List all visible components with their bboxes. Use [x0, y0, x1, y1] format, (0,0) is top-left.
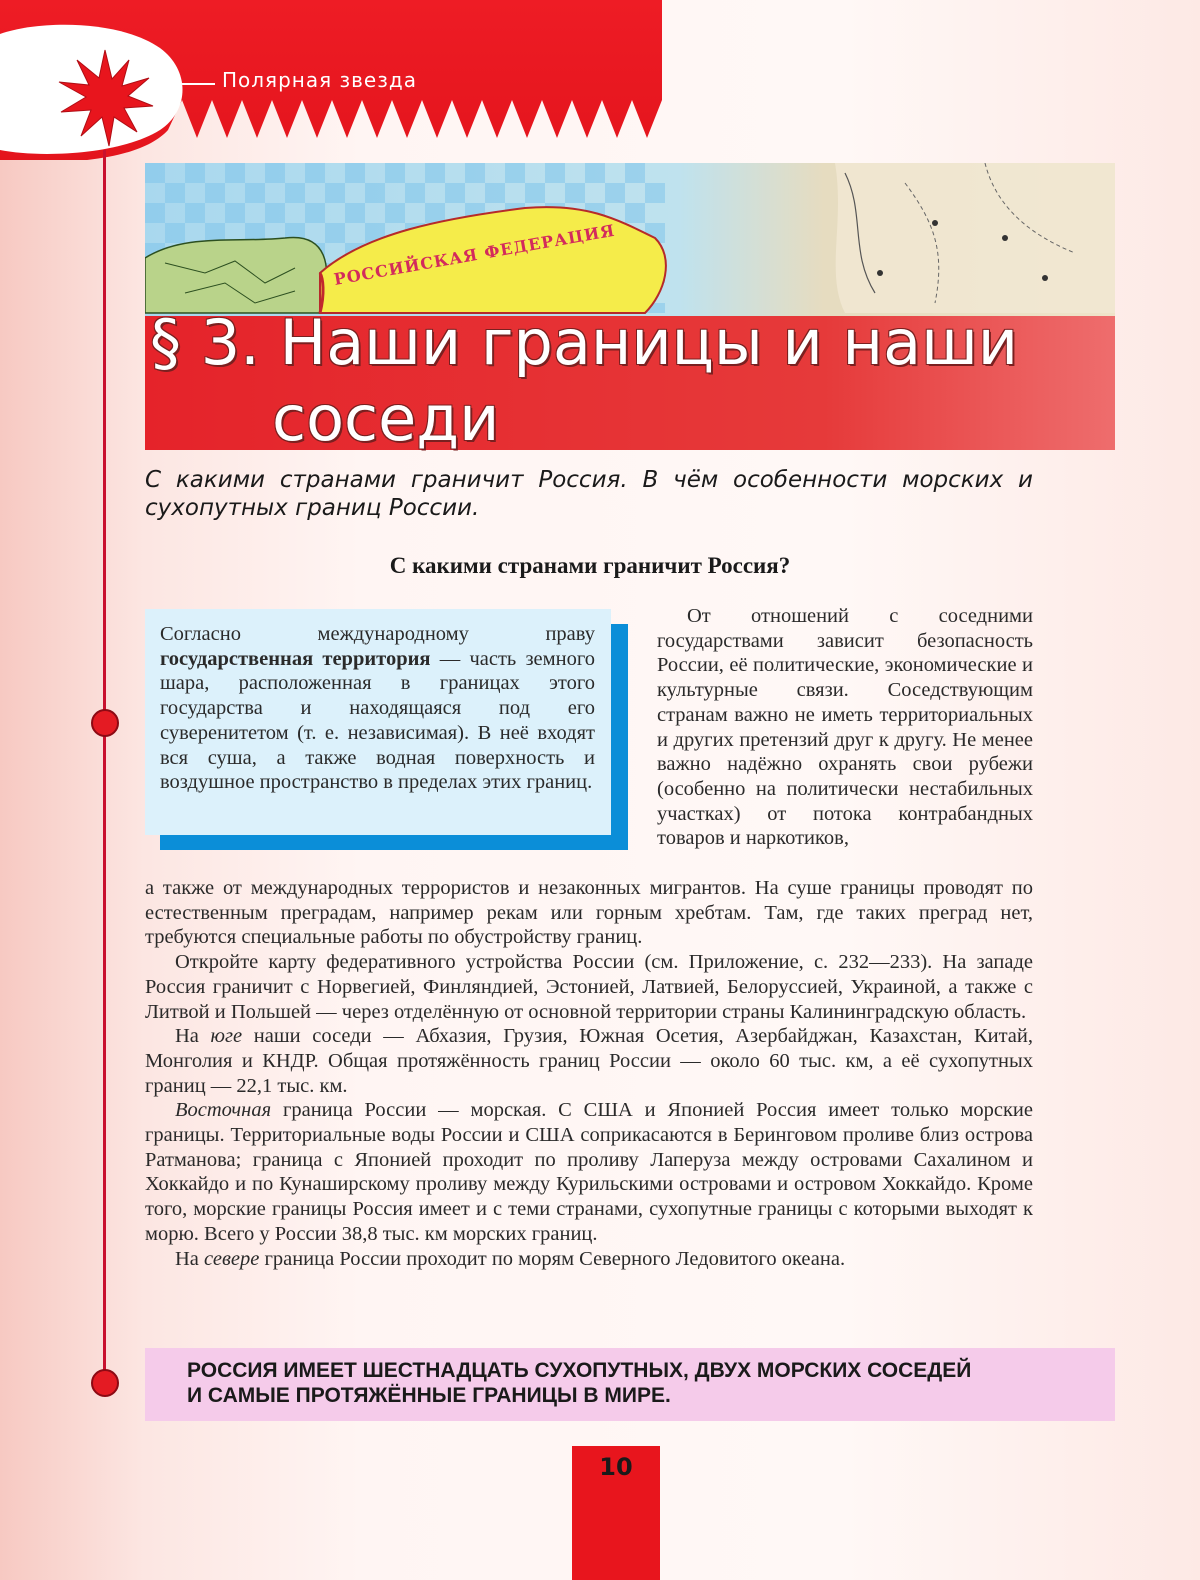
- body-paragraph: [145, 1098, 1033, 1246]
- emphasis-south: юге: [210, 1025, 243, 1048]
- timeline-marker: [91, 709, 119, 737]
- section-heading: С какими странами граничит Россия?: [389, 553, 791, 578]
- timeline-marker: [91, 1369, 119, 1397]
- text-run: граница России — морская. С США и Японией Россия имеет только морские границы. Территориальные воды России и США соприкасаются в Беринговом проливе близ острова Ратманова; граница с Японией проходит по проливу Лаперуза между островами Сахалином и Хоккайдо и по Кунаширскому проливу между Курильскими островами и островом Хоккайдо. Кроме того, морские границы Россия имеет и с теми странами, сухопутные границы с которыми выходят к морю. Всего у России 38,8 тыс. км морских границ.: [145, 1099, 1033, 1245]
- text-run: наши соседи — Абхазия, Грузия, Южная Осетия, Азербайджан, Казахстан, Китай, Монголия и КНДР. Общая протяжённость границ России — около 60 тыс. км, а её сухопутных границ — 22,1 тыс. км.: [145, 1025, 1033, 1097]
- emphasis-east: Восточная: [175, 1099, 272, 1122]
- definition-term: государственная территория: [160, 647, 431, 670]
- definition-text-end: — часть земного шара, расположенная в границах этого государства и находящаяся под его суверенитетом (т. е. независимая). В неё входят вся суша, а также водная поверхность и воздушное пространство в пределах этих границ.: [160, 647, 596, 794]
- text-run: граница России проходит по морям Северного Ледовитого океана.: [259, 1247, 846, 1270]
- header-decoration: [0, 0, 1200, 160]
- text-run: На: [175, 1025, 211, 1048]
- summary-line2: И САМЫЕ ПРОТЯЖЁННЫЕ ГРАНИЦЫ В МИРЕ.: [187, 1384, 671, 1407]
- summary-line1: РОССИЯ ИМЕЕТ ШЕСТНАДЦАТЬ СУХОПУТНЫХ, ДВУХ МОРСКИХ СОСЕДЕЙ: [187, 1359, 972, 1382]
- body-text: [145, 876, 1033, 1271]
- lesson-questions: С какими странами граничит Россия. В чём особенности морских и сухопутных границ России.: [145, 467, 1033, 521]
- emphasis-north: севере: [204, 1247, 260, 1270]
- body-paragraph: Откройте карту федеративного устройства России (см. Приложение, с. 232—233). На западе Россия граничит с Норвегией, Финляндией, Эстонией, Латвией, Белоруссией, Украиной, а также с Литвой и Польшей — через отделённую от основной территории страны Калининградскую область.: [145, 951, 1033, 1023]
- timeline-line: [103, 150, 106, 1390]
- body-text-right-column: [657, 604, 1033, 851]
- definition-box: [145, 609, 611, 835]
- page-title-line2: соседи: [272, 382, 500, 455]
- page-title-line1: § 3. Наши границы и наши: [150, 306, 1019, 379]
- series-title: Полярная звезда: [222, 68, 417, 92]
- page-number: 10: [599, 1453, 633, 1481]
- text-run: На: [175, 1247, 205, 1270]
- key-summary-callout: [145, 1348, 1115, 1421]
- header-band: [0, 0, 1200, 160]
- polar-star-icon: [55, 48, 155, 148]
- map-label: РОССИЙСКАЯ ФЕДЕРАЦИЯ: [332, 220, 617, 289]
- body-paragraph: [145, 1024, 1033, 1098]
- body-paragraph-continuation: а также от международных террористов и незаконных мигрантов. На суше границы проводят по естественным преградам, например рекам или горным хребтам. Там, где таких преград нет, требуются специальные работы по обустройству границ.: [145, 877, 1033, 949]
- body-paragraph: [145, 1247, 1033, 1272]
- definition-text-start: Согласно международному праву: [160, 623, 595, 645]
- body-paragraph: От отношений с соседними государствами зависит безопасность России, её политические, экономические и культурные связи. Соседствующим странам важно не иметь территориальных и других претензий друг к другу. Не менее важно надёжно охранять свои рубежи (особенно на политически нестабильных участках) от потока контрабандных товаров и наркотиков,: [657, 605, 1033, 850]
